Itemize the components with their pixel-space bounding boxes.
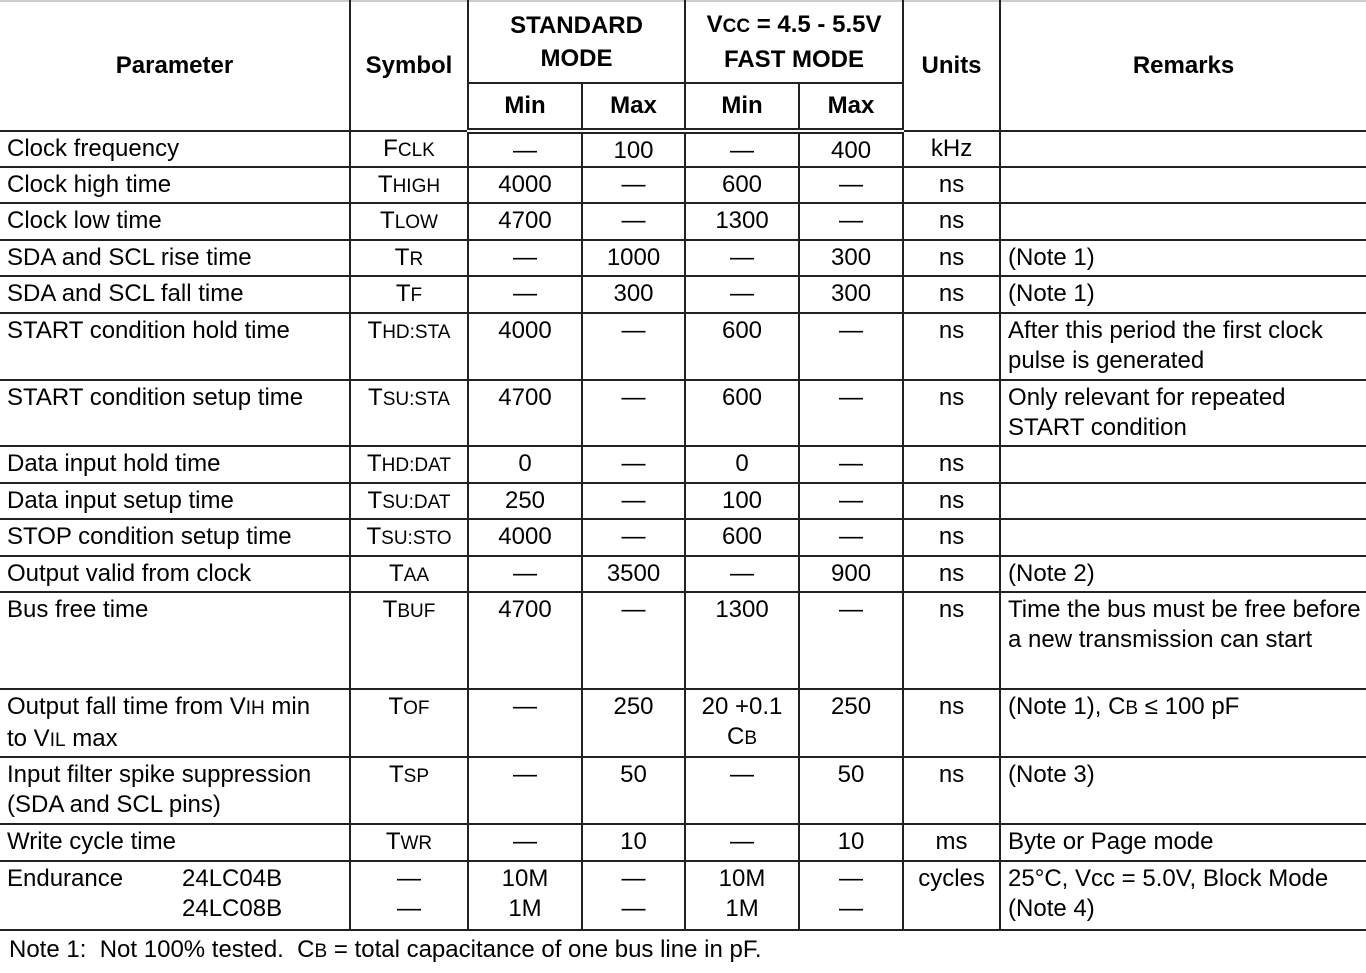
cell-std-max: —	[582, 592, 685, 689]
cell-units: ns	[903, 483, 1000, 519]
cell-std-min: —	[468, 131, 582, 167]
cell-units: kHz	[903, 131, 1000, 167]
cell-fast-max: 400	[799, 131, 903, 167]
table-row	[0, 167, 1366, 203]
cell-std-max: —	[582, 446, 685, 483]
cell-fast-max: 250	[799, 689, 903, 757]
cell-units: ns	[903, 380, 1000, 446]
cell-std-max: 50	[582, 757, 685, 824]
cell-units: ns	[903, 519, 1000, 556]
cell-std-min: 4000	[468, 313, 582, 380]
cell-remarks: (Note 3)	[1000, 757, 1366, 824]
table-row	[0, 861, 1366, 930]
cell-parameter: Bus free time	[0, 592, 350, 689]
cell-fast-min: 1300	[685, 592, 799, 689]
cell-parameter: Clock low time	[0, 203, 350, 240]
header-fast-min: Min	[685, 83, 799, 131]
cell-symbol: TR	[350, 240, 468, 276]
cell-fast-min: 1300	[685, 203, 799, 240]
cell-units: ns	[903, 689, 1000, 757]
cell-fast-max: — —	[799, 861, 903, 930]
cell-units: ns	[903, 446, 1000, 483]
table-row	[0, 380, 1366, 446]
cell-std-max: —	[582, 203, 685, 240]
cell-std-max: —	[582, 313, 685, 380]
header-symbol: Symbol	[350, 1, 468, 131]
cell-std-min: —	[468, 276, 582, 313]
cell-remarks: After this period the first clock pulse is generated	[1000, 313, 1366, 380]
cell-fast-max: —	[799, 519, 903, 556]
cell-remarks	[1000, 519, 1366, 556]
cell-parameter: SDA and SCL fall time	[0, 276, 350, 313]
cell-symbol: THD:STA	[350, 313, 468, 380]
table-row	[0, 824, 1366, 861]
cell-std-min: 4000	[468, 519, 582, 556]
cell-symbol: TSP	[350, 757, 468, 824]
cell-std-min: 0	[468, 446, 582, 483]
cell-parameter: Write cycle time	[0, 824, 350, 861]
table-row	[0, 131, 1366, 167]
cell-remarks: (Note 1)	[1000, 276, 1366, 313]
cell-std-max: 10	[582, 824, 685, 861]
cell-std-max: —	[582, 380, 685, 446]
cell-fast-max: 300	[799, 240, 903, 276]
cell-std-max: 300	[582, 276, 685, 313]
header-standard-mode: STANDARD MODE	[468, 1, 685, 83]
cell-remarks: (Note 1), CB ≤ 100 pF	[1000, 689, 1366, 757]
cell-fast-min: —	[685, 131, 799, 167]
cell-parameter: Output fall time from VIH min to VIL max	[0, 689, 350, 757]
cell-units: ns	[903, 592, 1000, 689]
cell-units: ns	[903, 313, 1000, 380]
cell-fast-min: —	[685, 240, 799, 276]
cell-fast-min: 10M 1M	[685, 861, 799, 930]
cell-std-max: 1000	[582, 240, 685, 276]
cell-remarks: 25°C, Vcc = 5.0V, Block Mode (Note 4)	[1000, 861, 1366, 930]
cell-parameter: STOP condition setup time	[0, 519, 350, 556]
cell-fast-min: —	[685, 276, 799, 313]
cell-std-min: —	[468, 689, 582, 757]
table-row	[0, 483, 1366, 519]
cell-std-min: —	[468, 556, 582, 592]
cell-parameter: Data input hold time	[0, 446, 350, 483]
cell-std-min: —	[468, 757, 582, 824]
cell-std-min: 4000	[468, 167, 582, 203]
cell-units: cycles	[903, 861, 1000, 930]
cell-fast-min: —	[685, 757, 799, 824]
cell-parameter: START condition setup time	[0, 380, 350, 446]
cell-std-max: —	[582, 167, 685, 203]
cell-symbol: TSU:DAT	[350, 483, 468, 519]
cell-units: ns	[903, 757, 1000, 824]
cell-parameter: Clock frequency	[0, 131, 350, 167]
header-units: Units	[903, 1, 1000, 131]
table-row	[0, 313, 1366, 380]
cell-fast-min: 600	[685, 380, 799, 446]
cell-remarks: Byte or Page mode	[1000, 824, 1366, 861]
cell-fast-min: 600	[685, 313, 799, 380]
cell-units: ns	[903, 203, 1000, 240]
cell-remarks	[1000, 483, 1366, 519]
cell-fast-min: —	[685, 824, 799, 861]
cell-fast-max: 300	[799, 276, 903, 313]
cell-fast-max: —	[799, 446, 903, 483]
cell-fast-max: 10	[799, 824, 903, 861]
cell-fast-max: —	[799, 483, 903, 519]
footnote: Note 1: Not 100% tested. CB = total capacitance of one bus line in pF.	[9, 936, 762, 963]
cell-std-min: 4700	[468, 380, 582, 446]
cell-remarks	[1000, 167, 1366, 203]
cell-symbol: TOF	[350, 689, 468, 757]
cell-fast-max: —	[799, 313, 903, 380]
cell-fast-max: —	[799, 167, 903, 203]
cell-parameter: Output valid from clock	[0, 556, 350, 592]
cell-std-min: 4700	[468, 592, 582, 689]
header-parameter: Parameter	[0, 1, 350, 131]
cell-fast-max: —	[799, 592, 903, 689]
cell-remarks: (Note 1)	[1000, 240, 1366, 276]
cell-fast-min: —	[685, 556, 799, 592]
cell-std-max: 100	[582, 131, 685, 167]
cell-units: ns	[903, 556, 1000, 592]
cell-std-max: — —	[582, 861, 685, 930]
cell-remarks: Time the bus must be free before a new transmission can start	[1000, 592, 1366, 689]
cell-std-min: —	[468, 824, 582, 861]
cell-fast-max: —	[799, 380, 903, 446]
cell-parameter: Clock high time	[0, 167, 350, 203]
table-row	[0, 757, 1366, 824]
table-row	[0, 519, 1366, 556]
table-row	[0, 592, 1366, 689]
cell-parameter: Input filter spike suppression (SDA and SCL pins)	[0, 757, 350, 824]
cell-fast-min: 0	[685, 446, 799, 483]
cell-parameter: SDA and SCL rise time	[0, 240, 350, 276]
cell-symbol: TBUF	[350, 592, 468, 689]
cell-symbol: TSU:STA	[350, 380, 468, 446]
header-fast-mode: VCC = 4.5 - 5.5V FAST MODE	[685, 1, 903, 83]
table-row	[0, 556, 1366, 592]
cell-std-min: 10M 1M	[468, 861, 582, 930]
cell-fast-max: —	[799, 203, 903, 240]
header-fast-max: Max	[799, 83, 903, 131]
header-std-max: Max	[582, 83, 685, 131]
cell-symbol: TF	[350, 276, 468, 313]
cell-units: ns	[903, 240, 1000, 276]
table-row	[0, 446, 1366, 483]
cell-fast-max: 900	[799, 556, 903, 592]
cell-fast-max: 50	[799, 757, 903, 824]
cell-symbol: TWR	[350, 824, 468, 861]
cell-parameter: START condition hold time	[0, 313, 350, 380]
cell-remarks: (Note 2)	[1000, 556, 1366, 592]
cell-symbol: THD:DAT	[350, 446, 468, 483]
cell-remarks	[1000, 131, 1366, 167]
cell-symbol: THIGH	[350, 167, 468, 203]
cell-units: ns	[903, 167, 1000, 203]
cell-parameter: Endurance 24LC04B 24LC08B	[0, 861, 350, 930]
cell-remarks	[1000, 446, 1366, 483]
cell-remarks: Only relevant for repeated START condition	[1000, 380, 1366, 446]
cell-symbol: — —	[350, 861, 468, 930]
cell-remarks	[1000, 203, 1366, 240]
cell-std-max: 250	[582, 689, 685, 757]
table-row	[0, 203, 1366, 240]
header-std-min: Min	[468, 83, 582, 131]
cell-std-max: 3500	[582, 556, 685, 592]
cell-symbol: FCLK	[350, 131, 468, 167]
cell-std-min: 4700	[468, 203, 582, 240]
cell-units: ms	[903, 824, 1000, 861]
cell-std-max: —	[582, 519, 685, 556]
cell-fast-min: 100	[685, 483, 799, 519]
cell-fast-min: 600	[685, 167, 799, 203]
header-remarks: Remarks	[1000, 1, 1366, 131]
cell-std-min: 250	[468, 483, 582, 519]
cell-units: ns	[903, 276, 1000, 313]
cell-symbol: TSU:STO	[350, 519, 468, 556]
cell-std-min: —	[468, 240, 582, 276]
table-row	[0, 276, 1366, 313]
cell-fast-min: 20 +0.1 CB	[685, 689, 799, 757]
table-row	[0, 689, 1366, 757]
table-row	[0, 240, 1366, 276]
cell-fast-min: 600	[685, 519, 799, 556]
cell-symbol: TLOW	[350, 203, 468, 240]
cell-std-max: —	[582, 483, 685, 519]
cell-parameter: Data input setup time	[0, 483, 350, 519]
cell-symbol: TAA	[350, 556, 468, 592]
